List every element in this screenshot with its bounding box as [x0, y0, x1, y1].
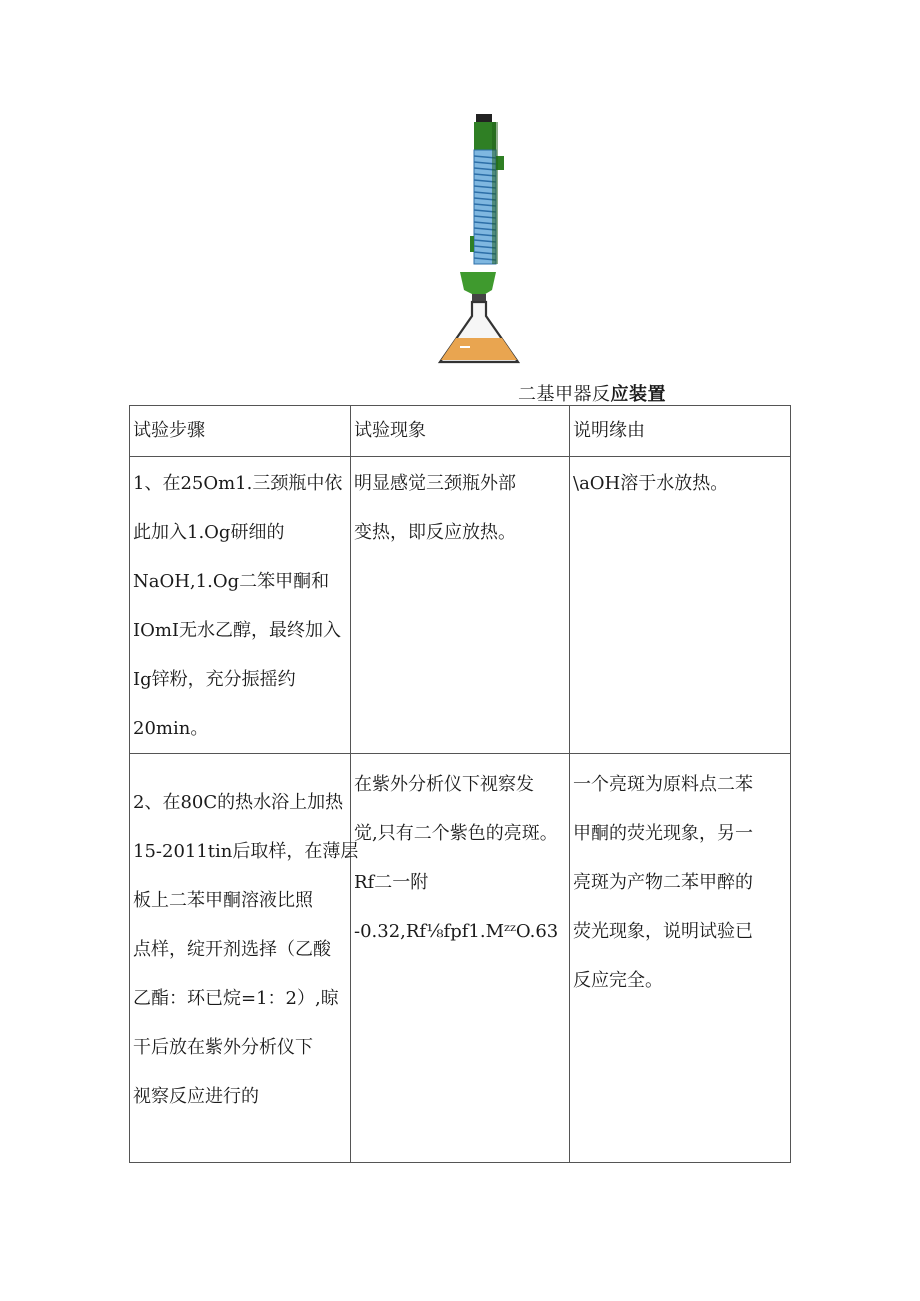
reason-cell	[570, 457, 791, 754]
table-row	[130, 457, 791, 754]
phenomenon-cell	[351, 754, 570, 1163]
header-step: 试验步骤	[130, 406, 351, 457]
step-line: 此加入1.Og研细的	[133, 522, 285, 543]
table-header-row	[130, 406, 791, 457]
reason-line: 荧光现象，说明试验已	[573, 921, 753, 942]
reason-line: 亮斑为产物二苯甲醉的	[573, 872, 753, 893]
step-line: 20min。	[133, 718, 209, 739]
step-cell	[130, 457, 351, 754]
figure-caption	[518, 380, 666, 406]
phenomenon-line: 觉,只有二个紫色的亮斑。	[354, 823, 558, 844]
step-line: IOmI无水乙醇，最终加入	[133, 620, 342, 641]
phenomenon-line: 在紫外分析仪下视察发	[354, 774, 534, 795]
reason-line: \aOH溶于水放热。	[573, 473, 729, 494]
reason-line: 一个亮斑为原料点二苯	[573, 774, 753, 795]
caption-text-bold: 应装置	[610, 384, 666, 405]
phenomenon-line: -0.32,Rf⅛fpf1.MᶻᶻO.63	[354, 921, 559, 942]
reason-line: 甲酮的荧光现象，另一	[573, 823, 753, 844]
step-line: 点样，绽开剂选择（乙酸	[133, 939, 331, 960]
caption-text: 二基甲器反	[518, 384, 611, 405]
condenser-outlet	[470, 236, 474, 252]
phenomenon-line: Rf二一附	[354, 872, 429, 893]
header-reason: 说明缘由	[570, 406, 791, 457]
reaction-apparatus-illustration	[420, 110, 530, 370]
step-line: 2、在80C的热水浴上加热	[133, 792, 344, 813]
step-line: 干后放在紫外分析仪下	[133, 1037, 313, 1058]
table-row	[130, 754, 791, 1163]
step-line: 1、在25Om1.三颈瓶中依	[133, 473, 343, 494]
step-line: 板上二苯甲酮溶液比照	[133, 890, 313, 911]
header-phenomenon: 试验现象	[351, 406, 570, 457]
flask-stopper	[460, 272, 496, 296]
step-line: 视察反应进行的	[133, 1086, 259, 1107]
step-line: 15-2011tin后取样，在薄层	[133, 841, 359, 862]
phenomenon-line: 明显感觉三颈瓶外部	[354, 473, 516, 494]
step-line: NaOH,1.Og二笨甲酮和	[133, 571, 330, 592]
step-cell	[130, 754, 359, 1163]
flask-liquid	[441, 338, 517, 360]
step-line: 乙酯：环已烷=1：2）,晾	[133, 988, 339, 1009]
condenser	[470, 114, 504, 264]
conical-flask	[440, 272, 518, 362]
experiment-table	[129, 405, 791, 1163]
reason-line: 反应完全。	[573, 970, 663, 991]
step-line: Ig锌粉，充分振摇约	[133, 669, 296, 690]
phenomenon-line: 变热，即反应放热。	[354, 522, 516, 543]
phenomenon-cell	[351, 457, 570, 754]
reason-cell	[570, 754, 791, 1163]
